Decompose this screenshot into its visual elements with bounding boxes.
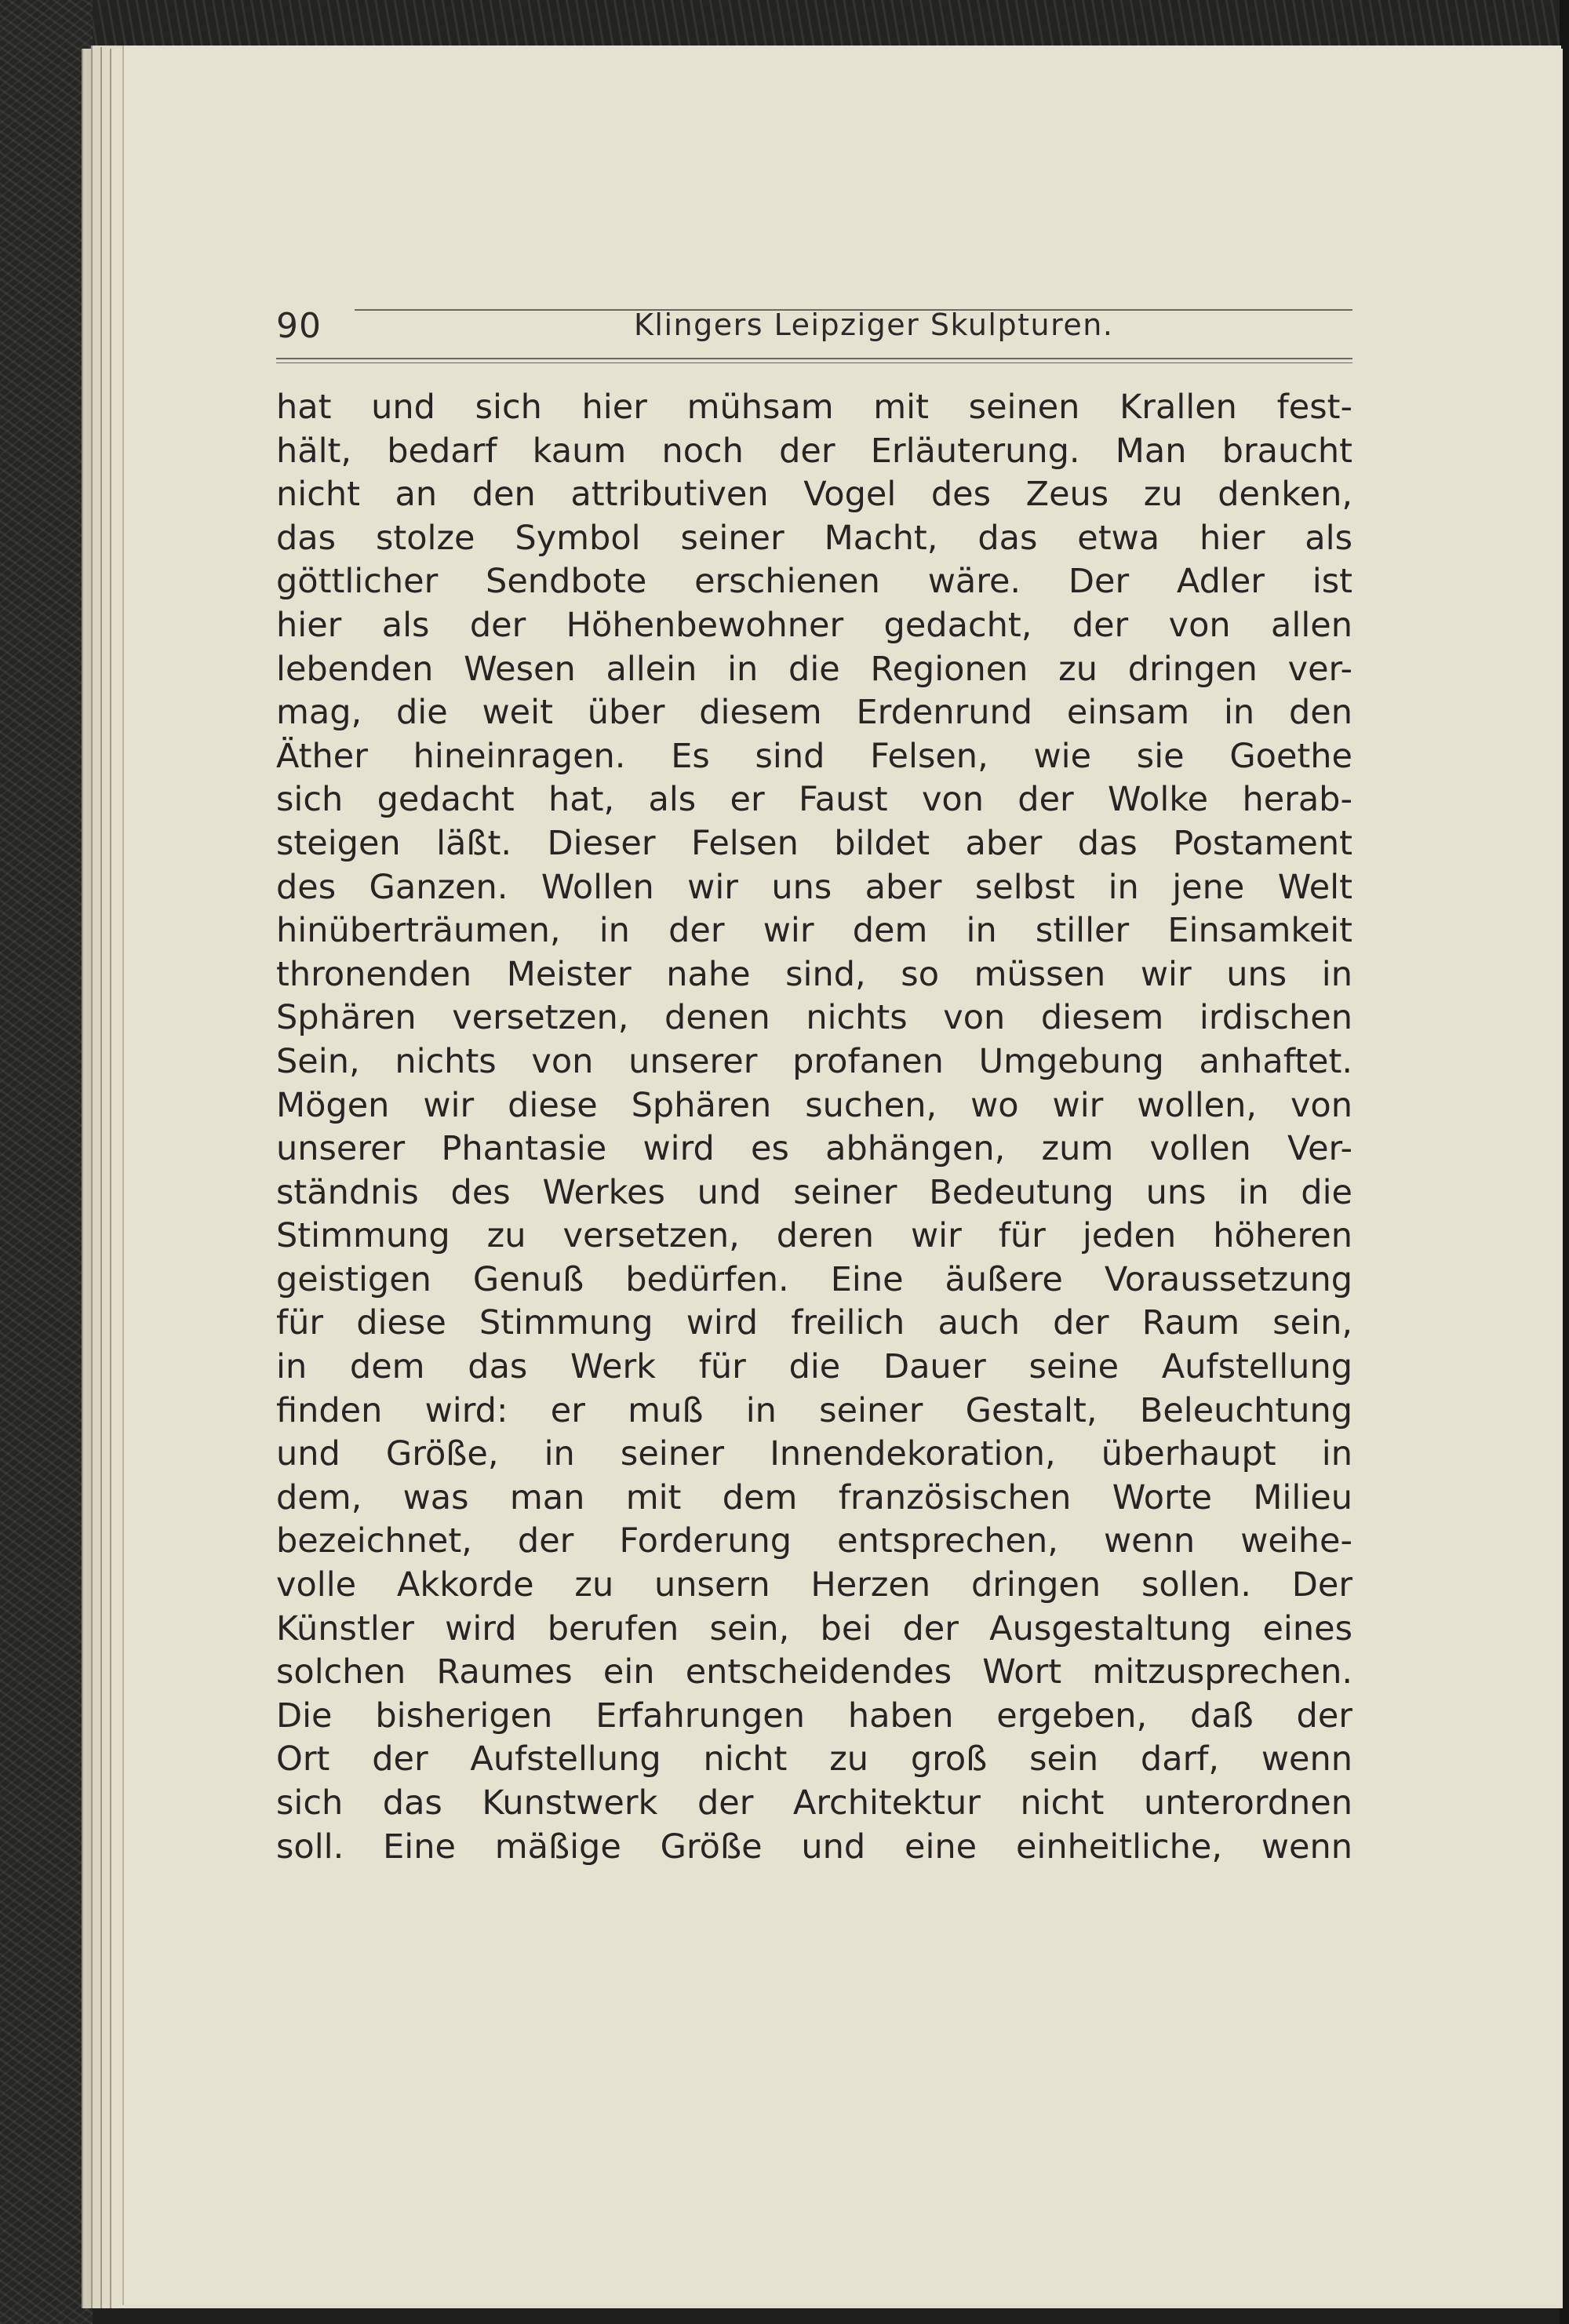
text-line: und Größe, in seiner Innendekoration, überhaupt in: [276, 1434, 1352, 1474]
text-line: bezeichnet, der Forderung entsprechen, wenn weihe-: [276, 1521, 1352, 1561]
running-header: [276, 298, 1352, 347]
text-line: solchen Raumes ein entscheidendes Wort mitzusprechen.: [276, 1652, 1352, 1692]
text-line: Die bisherigen Erfahrungen haben ergeben, daß der: [276, 1696, 1352, 1736]
text-line: sich das Kunstwerk der Architektur nicht unterordnen: [276, 1783, 1352, 1823]
text-line: Sphären versetzen, denen nichts von diesem irdischen: [276, 998, 1352, 1038]
text-line: göttlicher Sendbote erschienen wäre. Der Adler ist: [276, 562, 1352, 602]
text-line: Künstler wird berufen sein, bei der Ausgestaltung eines: [276, 1608, 1352, 1648]
text-line: ständnis des Werkes und seiner Bedeutung uns in die: [276, 1172, 1352, 1212]
text-line: Ort der Aufstellung nicht zu groß sein darf, wenn: [276, 1739, 1352, 1779]
text-line: Mögen wir diese Sphären suchen, wo wir wollen, von: [276, 1085, 1352, 1125]
text-line: hat und sich hier mühsam mit seinen Krallen fest-: [276, 388, 1352, 427]
text-line: hier als der Höhenbewohner gedacht, der von allen: [276, 605, 1352, 645]
text-line: hält, bedarf kaum noch der Erläuterung. Man braucht: [276, 431, 1352, 471]
text-line: lebenden Wesen allein in die Regionen zu dringen ver-: [276, 649, 1352, 689]
text-line: thronenden Meister nahe sind, so müssen wir uns in: [276, 954, 1352, 994]
text-line: hinüberträumen, in der wir dem in stiller Einsamkeit: [276, 911, 1352, 951]
book-cover-left-edge: [0, 0, 93, 2324]
text-line: dem, was man mit dem französischen Worte Milieu: [276, 1477, 1352, 1517]
text-line: Sein, nichts von unserer profanen Umgebung anhaftet.: [276, 1041, 1352, 1081]
text-line: finden wird: er muß in seiner Gestalt, Beleuchtung: [276, 1390, 1352, 1430]
text-line: das stolze Symbol seiner Macht, das etwa hier als: [276, 518, 1352, 558]
text-line: Stimmung zu versetzen, deren wir für jeden höheren: [276, 1216, 1352, 1256]
text-line: nicht an den attributiven Vogel des Zeus zu denken,: [276, 475, 1352, 515]
header-rule-bottom: [276, 358, 1352, 363]
text-line: volle Akkorde zu unsern Herzen dringen sollen. Der: [276, 1565, 1352, 1605]
text-line: sich gedacht hat, als er Faust von der Wolke herab-: [276, 780, 1352, 820]
text-line: mag, die weit über diesem Erdenrund einsam in den: [276, 693, 1352, 733]
text-line: in dem das Werk für die Dauer seine Aufstellung: [276, 1347, 1352, 1387]
text-line: unserer Phantasie wird es abhängen, zum vollen Ver-: [276, 1129, 1352, 1169]
running-title: Klingers Leipziger Skulpturen.: [634, 308, 1114, 342]
text-line: geistigen Genuß bedürfen. Eine äußere Voraussetzung: [276, 1259, 1352, 1299]
text-line: soll. Eine mäßige Größe und eine einheitliche, wenn: [276, 1827, 1352, 1867]
book-cover-top-edge: [0, 0, 1569, 46]
text-line: Äther hineinragen. Es sind Felsen, wie sie Goethe: [276, 736, 1352, 776]
page-number: 90: [276, 306, 322, 346]
text-line: des Ganzen. Wollen wir uns aber selbst in jene Welt: [276, 867, 1352, 907]
text-line: steigen läßt. Dieser Felsen bildet aber das Postament: [276, 823, 1352, 863]
text-line: für diese Stimmung wird freilich auch der Raum sein,: [276, 1303, 1352, 1343]
body-text: [276, 386, 1352, 1869]
